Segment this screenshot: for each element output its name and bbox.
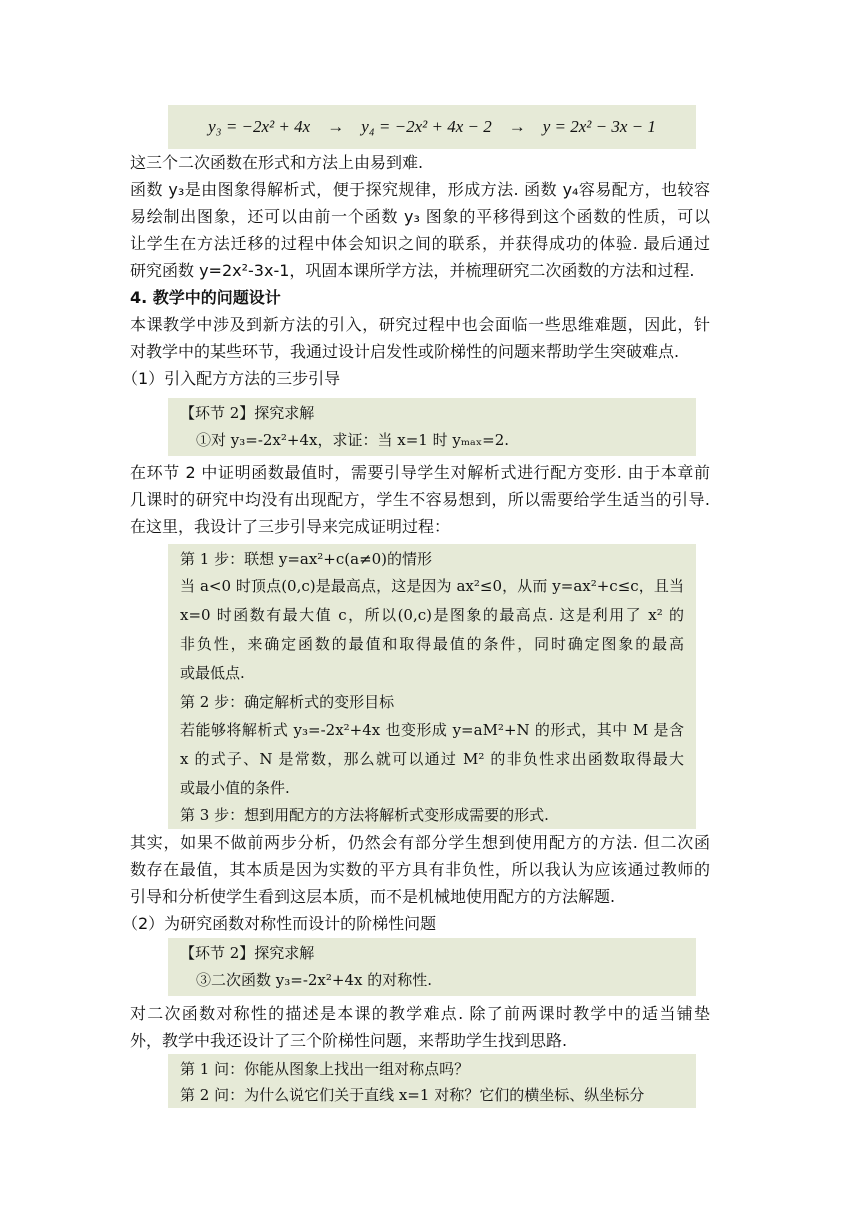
formula-y3: y₃ = −2x² + 4x [208, 117, 311, 136]
paragraph: 本课教学中涉及到新方法的引入，研究过程中也会面临一些思维难题，因此，针 对教学中的某些环节，我通过设计启发性或阶梯性的问题来帮助学生突破难点. [130, 315, 710, 361]
formula-y4: y₄ = −2x² + 4x − 2 [361, 117, 492, 136]
subsection-heading: （2）为研究函数对称性而设计的阶梯性问题 [122, 914, 437, 933]
arrow: → [508, 117, 526, 136]
highlight-box: 【环节 2】探究求解 ①对 y₃=-2x²+4x，求证：当 x=1 时 yₘₐₓ=2. [168, 398, 696, 456]
formula-y: y = 2x² − 3x − 1 [542, 117, 656, 136]
paragraph: 这三个二次函数在形式和方法上由易到难. [130, 153, 424, 172]
paragraph: 其实，如果不做前两步分析，仍然会有部分学生想到使用配方的方法. 但二次函 数存在最值，其本质是因为实数的平方具有非负性，所以我认为应该通过教师的 引导和分析使学生看到这层本质，而不是机械地使用配方的方法解题. [130, 833, 710, 906]
formula-banner [168, 105, 696, 149]
paragraph: 函数 y₃是由图象得解析式，便于探究规律，形成方法. 函数 y₄容易配方，也较容 易绘制出图象，还可以由前一个函数 y₃ 图象的平移得到这个函数的性质，可以 让学生在方法迁移的过程中体会知识之间的联系，并获得成功的体验. 最后通过 研究函数 y=2x²-3x-1，巩固本课所学方法，并梳理研究二次函数的方法和过程. [130, 180, 710, 280]
paragraph: 在环节 2 中证明函数最值时，需要引导学生对解析式进行配方变形. 由于本章前 几课时的研究中均没有出现配方，学生不容易想到，所以需要给学生适当的引导. 在这里，我设计了三步引导来完成证明过程： [130, 463, 710, 536]
highlight-box: 第 1 问：你能从图象上找出一组对称点吗？ 第 2 问：为什么说它们关于直线 x=1 对称？它们的横坐标、纵坐标分 [168, 1054, 696, 1108]
paragraph: 对二次函数对称性的描述是本课的教学难点. 除了前两课时教学中的适当铺垫 外，教学中我还设计了三个阶梯性问题，来帮助学生找到思路. [130, 1004, 710, 1050]
highlight-box: 【环节 2】探究求解 ③二次函数 y₃=-2x²+4x 的对称性. [168, 938, 696, 996]
section-heading: 4. 教学中的问题设计 [130, 288, 281, 307]
subsection-heading: （1）引入配方方法的三步引导 [122, 369, 341, 388]
arrow: → [327, 117, 345, 136]
highlight-box: 第 1 步：联想 y=ax²+c(a≠0)的情形 当 a<0 时顶点(0,c)是最高点，这是因为 ax²≤0，从而 y=ax²+c≤c，且当 x=0 时函数有最大值 c，所以(0,c)是图象的最高点. 这是利用了 x² 的 非负性，来确定函数的最值和取得最值的条件，同时确定图象的最高 或最低点. 第 2 步：确定解析式的变形目标 若能够将解析式 y₃=-2x²+4x 也变形成 y=aM²+N 的形式，其中 M 是含 x 的式子、N 是常数，那么就可以通过 M² 的非负性求出函数取得最大 或最小值的条件. 第 3 步：想到用配方的方法将解析式变形成需要的形式. [168, 544, 696, 829]
